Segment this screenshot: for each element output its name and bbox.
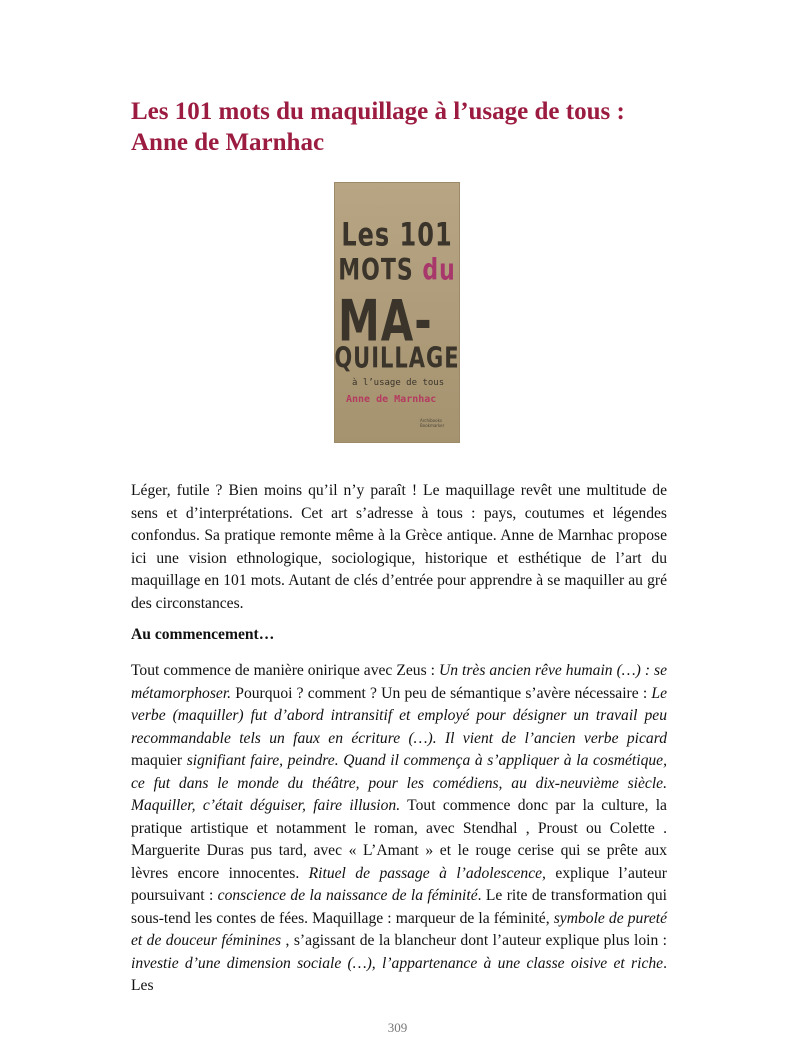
title-line-2: Anne de Marnhac <box>131 129 325 156</box>
cover-line-2-du: du <box>422 254 456 288</box>
italic-text-segment: Le verbe (maquiller) fut d’abord intransitif et employé pour désigner un travail peu recommandable tels un faux en écriture (…). Il vient de l’ancien verbe picard <box>131 684 667 747</box>
text-segment: Tout commence donc par la culture, la pratique artistique et notamment le roman, avec Stendhal , Proust ou Colette . Marguerite Duras pus tard, avec « L’Amant » et le rouge cerise qui se prête aux lèvres encore innocentes. <box>131 797 667 882</box>
page-number: 309 <box>387 1020 408 1035</box>
text-segment: . Le rite de transformation qui sous-tend les contes de fées. Maquillage : marqueur de la féminité, <box>131 887 667 927</box>
italic-text-segment: signifiant faire, peindre. Quand il commença à s’appliquer à la cosmétique, ce fut dans le monde du théâtre, pour les comédiens, au dix-neuvième siècle. Maquiller, c’était déguiser, faire illusion. <box>131 752 667 814</box>
title-line-1: Les 101 mots du maquillage à l’usage de tous : <box>131 98 625 125</box>
cover-line-1: Les 101 <box>341 216 453 254</box>
text-segment: explique l’auteur poursuivant : <box>131 864 667 904</box>
cover-subtitle: à l’usage de tous <box>352 378 445 388</box>
italic-text-segment: conscience de la naissance de la féminité <box>217 887 478 904</box>
cover-line-2 <box>334 254 460 288</box>
cover-line-3: MA- <box>338 288 433 355</box>
cover-line-4: QUILLAGE <box>334 342 460 375</box>
section-heading: Au commencement… <box>131 626 275 643</box>
section-paragraph <box>131 660 667 998</box>
text-segment: . Les <box>131 954 667 994</box>
cover-publisher-logo: Archibooks Bookmarker <box>420 418 445 428</box>
text-segment: maquier <box>131 752 187 769</box>
cover-author: Anne de Marnhac <box>346 394 437 405</box>
text-segment: Tout commence de manière onirique avec Zeus : <box>131 662 439 679</box>
intro-paragraph: Léger, futile ? Bien moins qu’il n’y paraît ! Le maquillage revêt une multitude de sens et d’interprétations. Cet art s’adresse à tous : pays, coutumes et légendes confondus. Sa pratique remonte même à la Grèce antique. Anne de Marnhac propose ici une vision ethnologique, sociologique, historique et esthétique de l’art du maquillage en 101 mots. Autant de clés d’entrée pour apprendre à se maquiller au gré des circonstances. <box>131 482 667 612</box>
text-segment: Pourquoi ? comment ? Un peu de sémantique s’avère nécessaire : <box>231 684 652 702</box>
cover-line-2-words: MOTS <box>338 254 423 288</box>
article-title <box>131 96 671 158</box>
text-segment: , s’agissant de la blancheur dont l’auteur explique plus loin : <box>281 932 667 949</box>
italic-text-segment: symbole de pureté et de douceur féminines <box>131 909 667 949</box>
book-cover-image <box>334 182 460 443</box>
italic-text-segment: Un très ancien rêve humain (…) : se métamorphoser. <box>131 662 667 702</box>
italic-text-segment: Rituel de passage à l’adolescence, <box>308 864 546 882</box>
italic-text-segment: investie d’une dimension sociale (…), l’appartenance à une classe oisive et riche <box>131 954 664 972</box>
